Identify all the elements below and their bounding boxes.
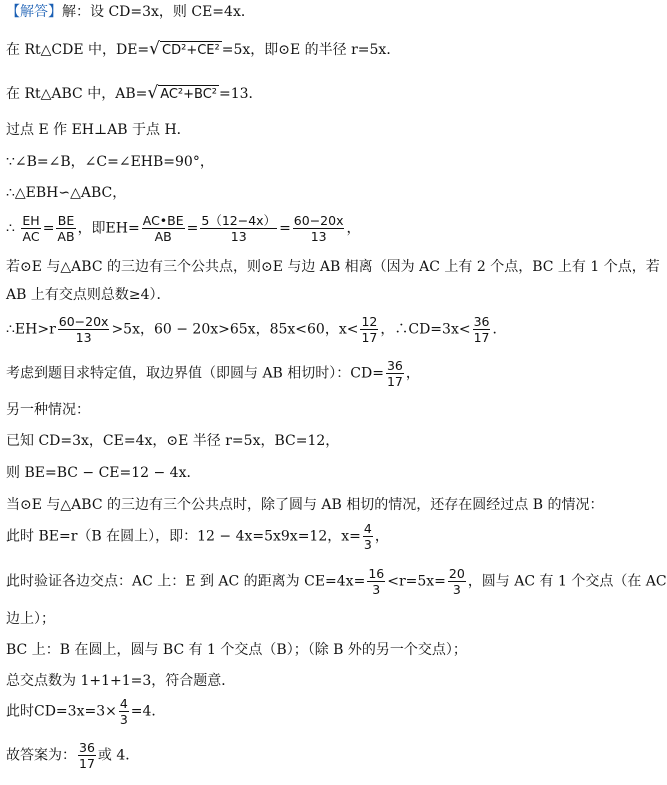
numerator: 5（12−4x） <box>201 213 277 228</box>
solution-line-7 <box>6 213 360 244</box>
solution-line-6: ∴△EBH∽△ABC， <box>6 185 127 201</box>
denominator: 17 <box>386 374 403 389</box>
denominator: 17 <box>473 330 490 345</box>
line-text: 此时 BE=r（B 在圆上），即：12 − 4x=5x9x=12，x= <box>6 528 361 545</box>
fraction <box>293 213 345 244</box>
denominator: 3 <box>452 582 461 597</box>
fraction <box>56 213 75 244</box>
denominator: 17 <box>361 330 378 345</box>
line-text: 解：设 CD=3x，则 CE=4x． <box>62 4 255 20</box>
line-text: ∴EH>r <box>6 321 56 338</box>
line-text: ，圆与 AC 有 1 个交点（在 AC <box>467 573 667 590</box>
fraction <box>142 213 185 244</box>
sqrt-body: CD²+CE² <box>162 43 220 58</box>
solution-line-15: 当⊙E 与△ABC 的三边有三个公共点时，除了圆与 AB 相切的情况，还存在圆经过点 B 的情况： <box>6 497 604 513</box>
line-text: = <box>186 220 199 237</box>
numerator: 36 <box>79 740 95 755</box>
solution-line-2 <box>6 40 400 60</box>
line-text: 故答案为： <box>6 747 76 764</box>
line-text: = <box>42 220 55 237</box>
numerator: 20 <box>448 566 465 581</box>
radical-sign: √ <box>149 39 161 59</box>
fraction <box>78 740 96 771</box>
solution-line-9: AB 上有交点则总数≥4）． <box>6 287 171 303</box>
solution-line-12: 另一种情况： <box>6 402 90 418</box>
answer-tag: 【解答】 <box>6 4 62 20</box>
line-text: =13． <box>219 86 263 102</box>
solution-line-18: 边上）； <box>6 611 55 627</box>
radical-sign: √ <box>147 83 159 103</box>
solution-line-13: 已知 CD=3x，CE=4x，⊙E 半径 r=5x，BC=12， <box>6 433 340 449</box>
solution-line-19: BC 上：B 在圆上，圆与 BC 有 1 个交点（B）；（除 B 外的另一个交点）； <box>6 642 467 658</box>
solution-line-8: 若⊙E 与△ABC 的三边有三个公共点，则⊙E 与边 AB 相离（因为 AC 上有 2 个点，BC 上有 1 个点，若 <box>6 259 660 275</box>
line-text: 此时验证各边交点：AC 上：E 到 AC 的距离为 CE=4x= <box>6 573 366 590</box>
line-text: 在 Rt△ABC 中，AB= <box>6 86 148 102</box>
line-text: ，∴CD=3x< <box>380 321 471 338</box>
line-text: ， <box>374 528 389 545</box>
line-text: 在 Rt△CDE 中，DE= <box>6 42 150 58</box>
denominator: 3 <box>372 582 381 597</box>
line-text: =4． <box>130 703 166 720</box>
denominator: 13 <box>230 229 247 244</box>
fraction <box>21 213 40 244</box>
line-text: 此时CD=3x=3× <box>6 703 117 720</box>
line-text: <r=5x= <box>387 573 446 590</box>
numerator: 36 <box>473 314 490 329</box>
numerator: AC•BE <box>142 213 184 228</box>
numerator: 60−20x <box>293 213 344 228</box>
line-text: =5x，即⊙E 的半径 r=5x． <box>221 42 401 58</box>
numerator: BE <box>57 213 75 228</box>
solution-line-3 <box>6 84 263 104</box>
denominator: AB <box>154 229 172 244</box>
numerator: 60−20x <box>58 314 109 329</box>
solution-line-17 <box>6 566 667 597</box>
fraction <box>448 566 466 597</box>
solution-line-4: 过点 E 作 EH⊥AB 于点 H． <box>6 122 191 138</box>
fraction <box>363 521 373 552</box>
line-text: ∴ <box>6 220 15 237</box>
denominator: 17 <box>79 756 95 771</box>
line-text: ， <box>405 365 420 382</box>
numerator: EH <box>22 213 40 228</box>
fraction <box>360 314 378 345</box>
solution-line-20: 总交点数为 1+1+1=3，符合题意． <box>6 673 236 689</box>
numerator: 12 <box>361 314 378 329</box>
solution-line-21 <box>6 696 165 727</box>
solution-line-16 <box>6 521 389 552</box>
fraction <box>367 566 385 597</box>
numerator: 16 <box>368 566 385 581</box>
line-text: 考虑到题目求特定值，取边界值（即圆与 AB 相切时）：CD= <box>6 365 384 382</box>
denominator: AC <box>22 229 40 244</box>
solution-line-14: 则 BE=BC − CE=12 − 4x． <box>6 465 201 481</box>
fraction <box>200 213 277 244</box>
numerator: 36 <box>386 358 403 373</box>
denominator: 13 <box>75 330 92 345</box>
line-text: ． <box>492 321 507 338</box>
line-text: >5x，60 − 20x>65x，85x<60，x< <box>111 321 359 338</box>
fraction <box>58 314 110 345</box>
solution-line-5: ∵∠B=∠B，∠C=∠EHB=90°， <box>6 154 214 170</box>
line-text: ，即EH= <box>77 220 140 237</box>
fraction <box>473 314 491 345</box>
numerator: 4 <box>363 521 372 536</box>
numerator: 4 <box>119 696 128 711</box>
solution-line-10 <box>6 314 506 345</box>
line-text: 或 4． <box>97 747 140 764</box>
fraction <box>119 696 129 727</box>
solution-line-1 <box>6 3 255 21</box>
denominator: 13 <box>310 229 327 244</box>
denominator: 3 <box>119 712 128 727</box>
denominator: 3 <box>363 537 372 552</box>
sqrt-body: AC²+BC² <box>160 87 218 102</box>
denominator: AB <box>57 229 75 244</box>
line-text: = <box>279 220 291 237</box>
fraction <box>386 358 404 389</box>
line-text: ， <box>346 220 361 237</box>
solution-line-11 <box>6 358 420 389</box>
solution-line-22 <box>6 740 139 771</box>
